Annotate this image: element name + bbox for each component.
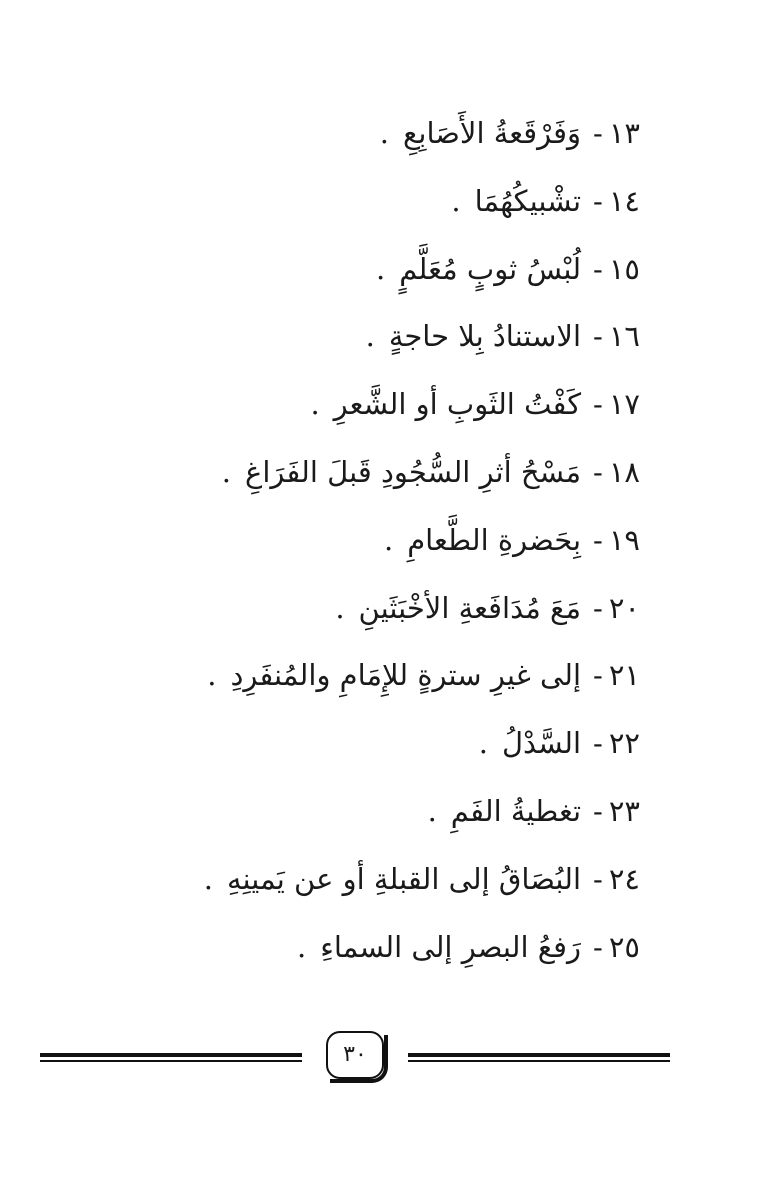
- item-text: السَّدْلُ: [501, 726, 582, 761]
- item-text: البُصَاقُ إلى القبلةِ أو عن يَمينِهِ: [226, 861, 582, 896]
- item-period: .: [310, 387, 320, 422]
- list-item: [100, 846, 640, 914]
- item-number: ١٥: [608, 251, 640, 286]
- item-number: ٢٥: [608, 929, 640, 964]
- item-period: .: [296, 929, 307, 964]
- item-number: ١٩: [608, 522, 640, 557]
- item-text: لُبْسُ ثوبٍ مُعَلَّمٍ: [399, 251, 582, 286]
- item-number: ١٨: [608, 454, 640, 489]
- item-number: ٢٢: [608, 726, 640, 761]
- list-item: [100, 303, 640, 371]
- item-period: .: [383, 522, 394, 557]
- item-period: .: [221, 454, 232, 489]
- list-item: [100, 642, 640, 710]
- item-dash: -: [593, 929, 603, 964]
- item-text: تشْبيكُهُمَا: [474, 183, 582, 218]
- item-text: إلى غيرِ سترةٍ للإِمَامِ والمُنفَرِدِ: [230, 658, 582, 693]
- list-item: [100, 371, 640, 439]
- list-item: [100, 778, 640, 846]
- item-dash: -: [593, 522, 603, 557]
- list-item: [100, 710, 640, 778]
- item-number: ١٤: [608, 183, 640, 218]
- list-item: [100, 914, 640, 982]
- list-item: [100, 100, 640, 168]
- item-text: كَفْتُ الثَوبِ أو الشَّعرِ: [333, 387, 582, 422]
- footer-rule-left: [40, 1053, 302, 1060]
- rule-thin-line: [408, 1060, 670, 1062]
- item-number: ٢٣: [608, 793, 640, 828]
- item-text: تغطيةُ الفَمِ: [450, 793, 582, 828]
- item-number: ٢٠: [608, 590, 640, 625]
- rule-thick-line: [408, 1053, 670, 1057]
- item-text: وَفَرْقَعةُ الأَصَابِعِ: [402, 116, 582, 150]
- item-dash: -: [593, 183, 603, 218]
- item-dash: -: [593, 726, 603, 761]
- item-dash: -: [593, 658, 603, 693]
- item-text: رَفعُ البصرِ إلى السماءِ: [320, 929, 582, 964]
- numbered-list: [100, 100, 640, 981]
- item-period: .: [451, 183, 461, 218]
- item-number: ١٧: [608, 387, 640, 422]
- item-period: .: [203, 861, 213, 896]
- item-dash: -: [593, 861, 603, 896]
- item-dash: -: [593, 251, 603, 286]
- list-item: [100, 439, 640, 507]
- item-period: .: [376, 251, 386, 286]
- item-text: مَسْحُ أثرِ السُّجُودِ قَبلَ الفَرَاغِ: [245, 454, 582, 489]
- item-period: .: [427, 793, 437, 828]
- item-number: ١٦: [608, 319, 640, 354]
- item-text: بِحَضرةِ الطَّعامِ: [407, 522, 582, 557]
- footer-rule-right: [408, 1053, 670, 1060]
- item-period: .: [207, 658, 217, 693]
- item-number: ٢٤: [608, 861, 640, 896]
- item-period: .: [478, 726, 488, 761]
- item-number: ١٣: [608, 116, 640, 150]
- item-number: ٢١: [608, 658, 640, 693]
- page-footer: [0, 1025, 760, 1085]
- item-period: .: [335, 590, 345, 625]
- item-text: الاستنادُ بِلا حاجةٍ: [388, 319, 582, 354]
- item-dash: -: [593, 387, 603, 422]
- list-item: [100, 168, 640, 236]
- list-item: [100, 575, 640, 643]
- list-item: [100, 236, 640, 304]
- page-number: ٣٠: [343, 1042, 367, 1067]
- item-dash: -: [593, 319, 603, 354]
- item-period: .: [365, 319, 375, 354]
- item-period: .: [379, 116, 389, 150]
- item-dash: -: [593, 116, 603, 150]
- rule-thick-line: [40, 1053, 302, 1057]
- item-dash: -: [593, 454, 603, 489]
- item-dash: -: [593, 590, 603, 625]
- page-number-frame: [326, 1031, 384, 1079]
- item-dash: -: [593, 793, 603, 828]
- item-text: مَعَ مُدَافَعةِ الأخْبَثَينِ: [358, 590, 582, 625]
- rule-thin-line: [40, 1060, 302, 1062]
- list-item: [100, 507, 640, 575]
